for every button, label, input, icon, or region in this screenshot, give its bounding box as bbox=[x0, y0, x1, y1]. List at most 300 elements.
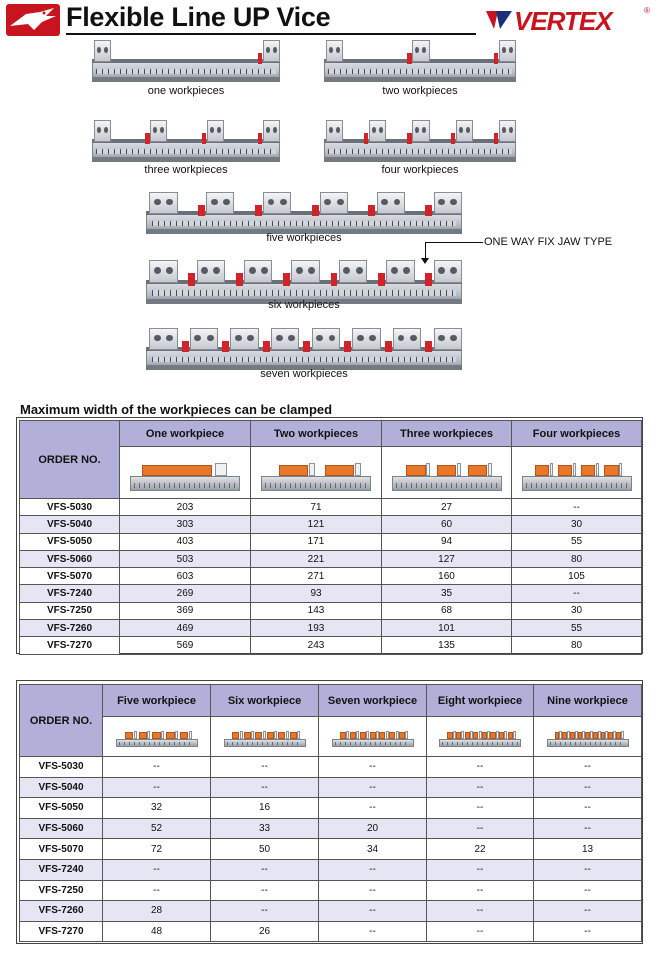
workpiece-block bbox=[279, 465, 308, 477]
order-number: VFS-7250 bbox=[20, 880, 103, 901]
jaw-marker bbox=[425, 205, 432, 217]
workpiece-block bbox=[437, 465, 456, 477]
workpiece-diagram bbox=[332, 727, 414, 747]
width-value: -- bbox=[534, 777, 642, 798]
width-value: -- bbox=[512, 585, 642, 602]
width-value: -- bbox=[534, 880, 642, 901]
vice-jaw bbox=[271, 328, 299, 350]
width-value: 30 bbox=[512, 602, 642, 619]
vice-image bbox=[92, 120, 280, 162]
mini-jaw bbox=[621, 731, 624, 738]
workpiece-block bbox=[581, 465, 595, 477]
width-value: 72 bbox=[103, 839, 211, 860]
width-value: 60 bbox=[382, 516, 512, 533]
width-value: -- bbox=[211, 777, 319, 798]
vice-jaw bbox=[434, 260, 462, 283]
workpiece-picture-cell bbox=[382, 447, 512, 499]
workpiece-picture-cell bbox=[427, 717, 534, 757]
width-value: 569 bbox=[120, 637, 251, 654]
vice-jaw bbox=[230, 328, 258, 350]
jaw-marker bbox=[451, 133, 455, 145]
column-header: Nine workpiece bbox=[534, 685, 642, 717]
mini-jaw bbox=[134, 731, 137, 738]
mini-jaw bbox=[356, 731, 359, 738]
vice-jaw bbox=[206, 192, 234, 214]
workpiece-block bbox=[139, 732, 148, 738]
width-value: -- bbox=[103, 757, 211, 778]
workpiece-block bbox=[370, 732, 376, 738]
order-no-header: ORDER NO. bbox=[20, 421, 120, 499]
workpiece-block bbox=[267, 732, 274, 738]
workpiece-diagram bbox=[547, 727, 629, 747]
workpiece-block bbox=[399, 732, 405, 738]
vice-jaw bbox=[377, 192, 405, 214]
order-number: VFS-5050 bbox=[20, 533, 120, 550]
vice-image bbox=[92, 40, 280, 82]
vice-jaw bbox=[197, 260, 225, 283]
table-row bbox=[20, 921, 642, 942]
jaw-marker bbox=[407, 53, 411, 65]
vice-caption: six workpieces bbox=[268, 299, 340, 311]
order-no-header: ORDER NO. bbox=[20, 685, 103, 757]
vice-jaw bbox=[339, 260, 367, 283]
vice-jaw bbox=[94, 120, 111, 142]
workpiece-block bbox=[244, 732, 251, 738]
width-value: -- bbox=[319, 777, 427, 798]
vice-caption: three workpieces bbox=[144, 164, 228, 176]
width-value: 22 bbox=[427, 839, 534, 860]
jaw-marker bbox=[198, 205, 205, 217]
width-value: 403 bbox=[120, 533, 251, 550]
jaw-marker bbox=[494, 133, 498, 145]
workpiece-picture-cell bbox=[103, 717, 211, 757]
order-number: VFS-5070 bbox=[20, 839, 103, 860]
table-row bbox=[20, 620, 642, 637]
workpiece-block bbox=[360, 732, 366, 738]
mini-jaw bbox=[297, 731, 300, 738]
width-value: 20 bbox=[319, 818, 427, 839]
width-value: 27 bbox=[382, 499, 512, 516]
vice-jaw bbox=[263, 40, 280, 62]
mini-jaw bbox=[488, 463, 492, 476]
width-value: 50 bbox=[211, 839, 319, 860]
width-value: 271 bbox=[251, 568, 382, 585]
vice-jaw bbox=[326, 120, 343, 142]
width-value: 160 bbox=[382, 568, 512, 585]
width-value: 55 bbox=[512, 533, 642, 550]
width-value: -- bbox=[103, 777, 211, 798]
jaw-marker bbox=[407, 133, 411, 145]
width-value: 48 bbox=[103, 921, 211, 942]
vice-image bbox=[324, 40, 516, 82]
table-row bbox=[20, 637, 642, 654]
vice-scale bbox=[152, 357, 455, 363]
vice-jaw bbox=[149, 192, 177, 214]
order-number: VFS-5040 bbox=[20, 777, 103, 798]
column-header: Seven workpiece bbox=[319, 685, 427, 717]
width-value: -- bbox=[534, 921, 642, 942]
order-number: VFS-7270 bbox=[20, 637, 120, 654]
workpiece-picture-cell bbox=[251, 447, 382, 499]
mini-jaw bbox=[263, 731, 266, 738]
width-value: -- bbox=[534, 859, 642, 880]
order-number: VFS-7270 bbox=[20, 921, 103, 942]
mini-scale bbox=[119, 742, 194, 745]
vice-jaw bbox=[263, 192, 291, 214]
vice-jaw bbox=[352, 328, 380, 350]
vice-jaw bbox=[149, 328, 177, 350]
column-header: Four workpieces bbox=[512, 421, 642, 447]
table-row bbox=[20, 880, 642, 901]
width-value: 143 bbox=[251, 602, 382, 619]
vice-edge bbox=[92, 77, 280, 82]
width-value: 26 bbox=[211, 921, 319, 942]
mini-jaw bbox=[274, 731, 277, 738]
mini-jaw bbox=[619, 463, 622, 476]
jaw-marker bbox=[385, 341, 392, 353]
callout-label: ONE WAY FIX JAW TYPE bbox=[484, 236, 613, 248]
order-number: VFS-5030 bbox=[20, 499, 120, 516]
workpiece-diagram bbox=[116, 727, 198, 747]
vice-jaw bbox=[207, 120, 224, 142]
jaw-marker bbox=[283, 273, 290, 285]
width-value: 269 bbox=[120, 585, 251, 602]
workpiece-picture-cell bbox=[319, 717, 427, 757]
column-header: Six workpiece bbox=[211, 685, 319, 717]
workpiece-block bbox=[325, 465, 354, 477]
order-number: VFS-7240 bbox=[20, 859, 103, 880]
mini-jaw bbox=[550, 463, 553, 476]
vice-edge bbox=[324, 77, 516, 82]
width-value: 303 bbox=[120, 516, 251, 533]
table-row bbox=[20, 499, 642, 516]
width-value: 94 bbox=[382, 533, 512, 550]
mini-scale bbox=[526, 483, 627, 489]
width-value: 121 bbox=[251, 516, 382, 533]
width-value: -- bbox=[534, 798, 642, 819]
workpiece-block bbox=[604, 465, 618, 477]
mini-jaw bbox=[513, 731, 516, 738]
workpiece-block bbox=[278, 732, 285, 738]
width-value: -- bbox=[211, 880, 319, 901]
workpiece-block bbox=[558, 465, 572, 477]
page-title: Flexible Line UP Vice bbox=[66, 2, 331, 32]
width-value: -- bbox=[319, 901, 427, 922]
vice-jaw bbox=[456, 120, 473, 142]
mini-jaw bbox=[386, 731, 389, 738]
order-number: VFS-7250 bbox=[20, 602, 120, 619]
width-value: 469 bbox=[120, 620, 251, 637]
workpiece-block bbox=[125, 732, 134, 738]
workpiece-diagram bbox=[261, 455, 371, 491]
workpiece-picture-cell bbox=[512, 447, 642, 499]
width-value: 80 bbox=[512, 550, 642, 567]
workpiece-diagram bbox=[392, 455, 502, 491]
width-value: -- bbox=[427, 818, 534, 839]
table-row bbox=[20, 839, 642, 860]
page-header bbox=[0, 0, 672, 40]
workpiece-block bbox=[232, 732, 239, 738]
order-number: VFS-5060 bbox=[20, 818, 103, 839]
vice-jaw bbox=[326, 40, 343, 62]
vice-jaw bbox=[149, 260, 177, 283]
vice-jaw bbox=[190, 328, 218, 350]
column-header: Two workpieces bbox=[251, 421, 382, 447]
vice-caption: two workpieces bbox=[382, 85, 458, 97]
vertex-logo bbox=[486, 6, 654, 34]
mini-jaw bbox=[251, 731, 254, 738]
brand-name: VERTEX bbox=[514, 6, 612, 36]
workpiece-diagram bbox=[130, 455, 240, 491]
width-value: -- bbox=[512, 499, 642, 516]
mini-jaw bbox=[286, 731, 289, 738]
width-value: 105 bbox=[512, 568, 642, 585]
workpiece-block bbox=[142, 465, 211, 477]
workpiece-block bbox=[389, 732, 395, 738]
mini-scale bbox=[396, 483, 497, 489]
column-header: Three workpieces bbox=[382, 421, 512, 447]
table-row bbox=[20, 777, 642, 798]
vice-caption: seven workpieces bbox=[260, 368, 348, 380]
mini-jaw bbox=[405, 731, 408, 738]
vice-scale bbox=[152, 221, 455, 227]
workpiece-block bbox=[255, 732, 262, 738]
mini-scale bbox=[265, 483, 366, 489]
width-value: 203 bbox=[120, 499, 251, 516]
width-value: 135 bbox=[382, 637, 512, 654]
vice-jaw bbox=[320, 192, 348, 214]
workpiece-diagram bbox=[439, 727, 521, 747]
mini-jaw bbox=[396, 731, 399, 738]
width-value: 34 bbox=[319, 839, 427, 860]
vice-scale bbox=[328, 69, 512, 75]
mini-jaw bbox=[457, 463, 461, 476]
column-header: Eight workpiece bbox=[427, 685, 534, 717]
order-number: VFS-5070 bbox=[20, 568, 120, 585]
table-row bbox=[20, 568, 642, 585]
width-value: 369 bbox=[120, 602, 251, 619]
jaw-marker bbox=[494, 53, 498, 65]
width-value: 603 bbox=[120, 568, 251, 585]
workpiece-block bbox=[152, 732, 161, 738]
callout-arrow-icon bbox=[421, 258, 429, 264]
width-value: -- bbox=[427, 901, 534, 922]
width-value: 243 bbox=[251, 637, 382, 654]
order-number: VFS-7260 bbox=[20, 620, 120, 637]
width-value: -- bbox=[534, 818, 642, 839]
workpiece-table-1 bbox=[19, 420, 642, 655]
workpiece-block bbox=[166, 732, 175, 738]
workpiece-picture-cell bbox=[120, 447, 251, 499]
vice-jaw bbox=[412, 40, 429, 62]
width-value: 28 bbox=[103, 901, 211, 922]
mini-jaw bbox=[215, 463, 228, 476]
table-row bbox=[20, 901, 642, 922]
width-value: 127 bbox=[382, 550, 512, 567]
vice-edge bbox=[92, 157, 280, 162]
workpiece-block bbox=[468, 465, 487, 477]
vice-caption: one workpieces bbox=[147, 85, 225, 97]
brand-mark-icon bbox=[486, 9, 512, 31]
mini-jaw bbox=[240, 731, 243, 738]
mini-jaw bbox=[346, 731, 349, 738]
mini-jaw bbox=[355, 463, 361, 476]
jaw-marker bbox=[263, 341, 270, 353]
jaw-marker bbox=[182, 341, 189, 353]
vice-jaw bbox=[393, 328, 421, 350]
vice-jaw bbox=[312, 328, 340, 350]
vice-rail bbox=[92, 139, 280, 143]
jaw-marker bbox=[344, 341, 351, 353]
table-row bbox=[20, 585, 642, 602]
workpiece-block bbox=[379, 732, 385, 738]
vice-rail bbox=[146, 211, 462, 215]
vice-jaw bbox=[499, 40, 516, 62]
mini-jaw bbox=[147, 731, 150, 738]
mini-jaw bbox=[366, 731, 369, 738]
vice-edge bbox=[324, 157, 516, 162]
order-number: VFS-7260 bbox=[20, 901, 103, 922]
vice-jaw bbox=[386, 260, 414, 283]
width-value: 16 bbox=[211, 798, 319, 819]
section-title: Maximum width of the workpieces can be clamped bbox=[20, 402, 333, 417]
width-value: -- bbox=[319, 757, 427, 778]
width-value: -- bbox=[319, 798, 427, 819]
vice-jaw bbox=[94, 40, 111, 62]
table-row bbox=[20, 550, 642, 567]
vice-scale bbox=[96, 69, 276, 75]
width-value: 68 bbox=[382, 602, 512, 619]
width-value: 32 bbox=[103, 798, 211, 819]
mini-jaw bbox=[189, 731, 192, 738]
vice-jaw bbox=[263, 120, 280, 142]
workpiece-block bbox=[180, 732, 189, 738]
width-value: 80 bbox=[512, 637, 642, 654]
mini-jaw bbox=[161, 731, 164, 738]
width-value: -- bbox=[319, 880, 427, 901]
workpiece-picture-cell bbox=[534, 717, 642, 757]
vice-jaw bbox=[150, 120, 167, 142]
title-underline bbox=[66, 33, 476, 35]
order-number: VFS-5040 bbox=[20, 516, 120, 533]
workpiece-diagram bbox=[522, 455, 632, 491]
vice-scale bbox=[328, 149, 512, 155]
width-value: -- bbox=[427, 798, 534, 819]
mini-jaw bbox=[596, 463, 599, 476]
width-value: -- bbox=[103, 859, 211, 880]
width-value: 55 bbox=[512, 620, 642, 637]
width-value: -- bbox=[534, 901, 642, 922]
workpiece-block bbox=[350, 732, 356, 738]
width-value: -- bbox=[427, 859, 534, 880]
mini-jaw bbox=[573, 463, 576, 476]
vice-scale bbox=[96, 149, 276, 155]
jaw-marker bbox=[303, 341, 310, 353]
width-value: 33 bbox=[211, 818, 319, 839]
vice-jaw bbox=[369, 120, 386, 142]
registered-mark: ® bbox=[644, 6, 650, 15]
width-value: 171 bbox=[251, 533, 382, 550]
width-value: 101 bbox=[382, 620, 512, 637]
width-value: 52 bbox=[103, 818, 211, 839]
workpiece-block bbox=[535, 465, 549, 477]
jaw-marker bbox=[312, 205, 319, 217]
width-value: 35 bbox=[382, 585, 512, 602]
width-value: 193 bbox=[251, 620, 382, 637]
vice-caption: five workpieces bbox=[266, 232, 342, 244]
order-number: VFS-5060 bbox=[20, 550, 120, 567]
vice-scale bbox=[152, 290, 455, 296]
jaw-marker bbox=[425, 273, 432, 285]
width-value: -- bbox=[534, 757, 642, 778]
order-number: VFS-5030 bbox=[20, 757, 103, 778]
column-header: Five workpiece bbox=[103, 685, 211, 717]
workpiece-block bbox=[340, 732, 346, 738]
jaw-marker bbox=[188, 273, 195, 285]
width-value: -- bbox=[103, 880, 211, 901]
callout-line bbox=[425, 242, 483, 243]
workpiece-block bbox=[290, 732, 297, 738]
jaw-marker bbox=[331, 273, 338, 285]
workpiece-block bbox=[406, 465, 425, 477]
vice-jaw bbox=[499, 120, 516, 142]
table-row bbox=[20, 757, 642, 778]
width-value: 13 bbox=[534, 839, 642, 860]
vice-jaw bbox=[244, 260, 272, 283]
table-row bbox=[20, 533, 642, 550]
width-value: -- bbox=[211, 757, 319, 778]
jaw-marker bbox=[236, 273, 243, 285]
mini-scale bbox=[550, 742, 625, 745]
eagle-logo bbox=[6, 4, 60, 36]
jaw-marker bbox=[258, 53, 262, 65]
vice-caption: four workpieces bbox=[381, 164, 459, 176]
jaw-marker bbox=[202, 133, 206, 145]
width-value: -- bbox=[211, 859, 319, 880]
vice-image bbox=[146, 328, 462, 370]
mini-scale bbox=[227, 742, 302, 745]
width-value: -- bbox=[427, 757, 534, 778]
workpiece-diagram bbox=[224, 727, 306, 747]
vice-image bbox=[146, 192, 462, 234]
width-value: 93 bbox=[251, 585, 382, 602]
mini-jaw bbox=[309, 463, 315, 476]
jaw-marker bbox=[258, 133, 262, 145]
mini-scale bbox=[134, 483, 235, 489]
jaw-marker bbox=[145, 133, 149, 145]
order-number: VFS-7240 bbox=[20, 585, 120, 602]
jaw-marker bbox=[368, 205, 375, 217]
mini-jaw bbox=[426, 463, 430, 476]
order-number: VFS-5050 bbox=[20, 798, 103, 819]
width-value: -- bbox=[211, 901, 319, 922]
mini-jaw bbox=[175, 731, 178, 738]
width-value: 503 bbox=[120, 550, 251, 567]
vice-image bbox=[146, 260, 462, 304]
table-row bbox=[20, 798, 642, 819]
workpiece-table-2 bbox=[19, 684, 642, 942]
width-value: 221 bbox=[251, 550, 382, 567]
width-value: 71 bbox=[251, 499, 382, 516]
mini-scale bbox=[442, 742, 517, 745]
column-header: One workpiece bbox=[120, 421, 251, 447]
table-row bbox=[20, 516, 642, 533]
vice-jaw bbox=[291, 260, 319, 283]
table-row bbox=[20, 859, 642, 880]
vice-rail bbox=[92, 59, 280, 63]
jaw-marker bbox=[222, 341, 229, 353]
width-value: -- bbox=[427, 777, 534, 798]
